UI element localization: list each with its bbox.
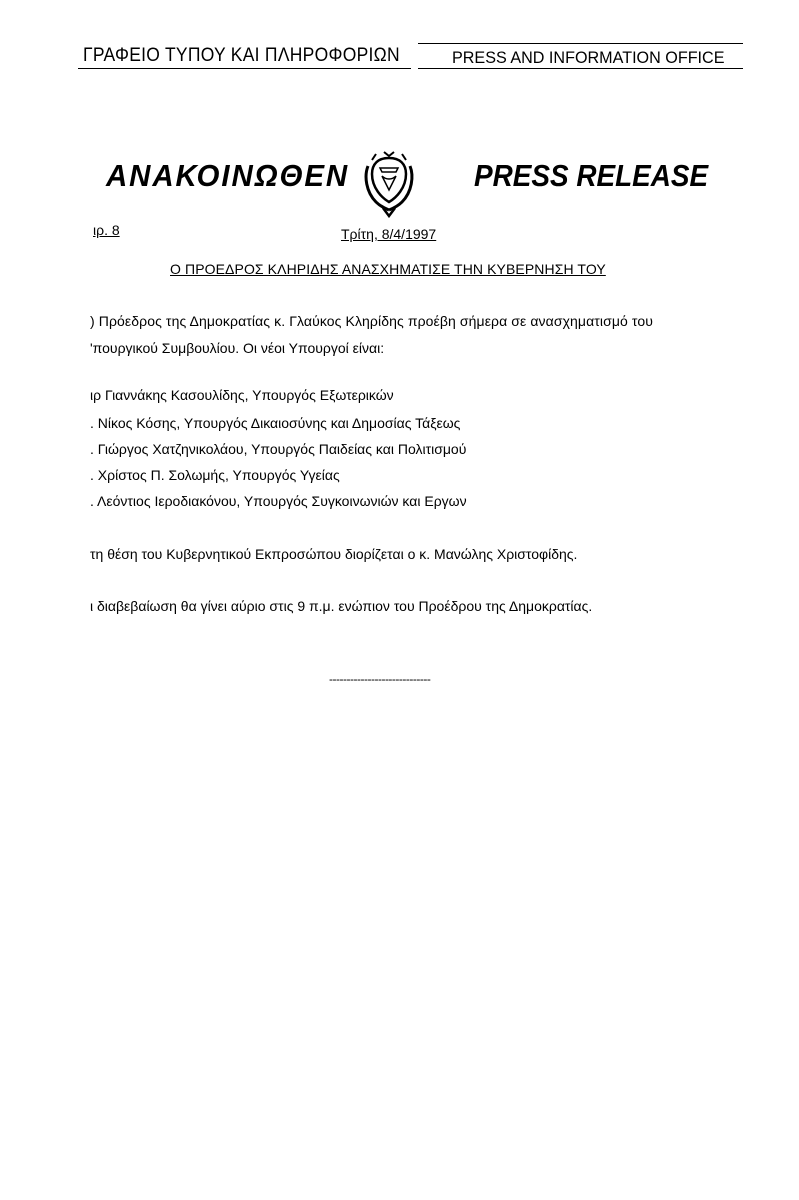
intro-line-1: ) Πρόεδρος της Δημοκρατίας κ. Γλαύκος Κληρίδης προέβη σήμερα σε ανασχηματισμό του bbox=[90, 313, 653, 329]
title-english: PRESS RELEASE bbox=[474, 158, 709, 193]
minister-list-item: . Νίκος Κόσης, Υπουργός Δικαιοσύνης και Δημοσίας Τάξεως bbox=[90, 415, 461, 431]
header-rule-right bbox=[418, 68, 743, 69]
headline: Ο ΠΡΟΕΔΡΟΣ ΚΛΗΡΙΔΗΣ ΑΝΑΣΧΗΜΑΤΙΣΕ ΤΗΝ ΚΥΒΕΡΝΗΣΗ ΤΟΥ bbox=[170, 261, 606, 277]
minister-list-item: . Λεόντιος Ιεροδιακόνου, Υπουργός Συγκοινωνιών και Εργων bbox=[90, 493, 467, 509]
minister-list-item: . Χρίστος Π. Σολωμής, Υπουργός Υγείας bbox=[90, 467, 340, 483]
release-date: Τρίτη, 8/4/1997 bbox=[341, 226, 437, 242]
header-rule-center-top bbox=[418, 43, 743, 44]
swearing-in-paragraph: ι διαβεβαίωση θα γίνει αύριο στις 9 π.μ. ενώπιον του Προέδρου της Δημοκρατίας. bbox=[90, 598, 593, 614]
office-name-english: PRESS AND INFORMATION OFFICE bbox=[452, 48, 725, 67]
minister-list-item: ιρ Γιαννάκης Κασουλίδης, Υπουργός Εξωτερικών bbox=[90, 387, 394, 403]
coat-of-arms-icon bbox=[358, 148, 420, 218]
office-name-greek: ΓΡΑΦΕΙΟ ΤΥΠΟΥ ΚΑΙ ΠΛΗΡΟΦΟΡΙΩΝ bbox=[83, 45, 400, 66]
release-number: ιρ. 8 bbox=[93, 222, 120, 238]
spokesman-paragraph: τη θέση του Κυβερνητικού Εκπροσώπου διορίζεται ο κ. Μανώλης Χριστοφίδης. bbox=[90, 546, 578, 562]
intro-line-2: 'πουργικού Συμβουλίου. Οι νέοι Υπουργοί είναι: bbox=[90, 340, 385, 356]
minister-list-item: . Γιώργος Χατζηνικολάου, Υπουργός Παιδείας και Πολιτισμού bbox=[90, 441, 467, 457]
end-marker: ----------------------------- bbox=[329, 672, 431, 686]
header-rule-left bbox=[78, 68, 411, 69]
title-greek: ΑΝΑΚΟΙΝΩΘΕΝ bbox=[106, 158, 350, 193]
